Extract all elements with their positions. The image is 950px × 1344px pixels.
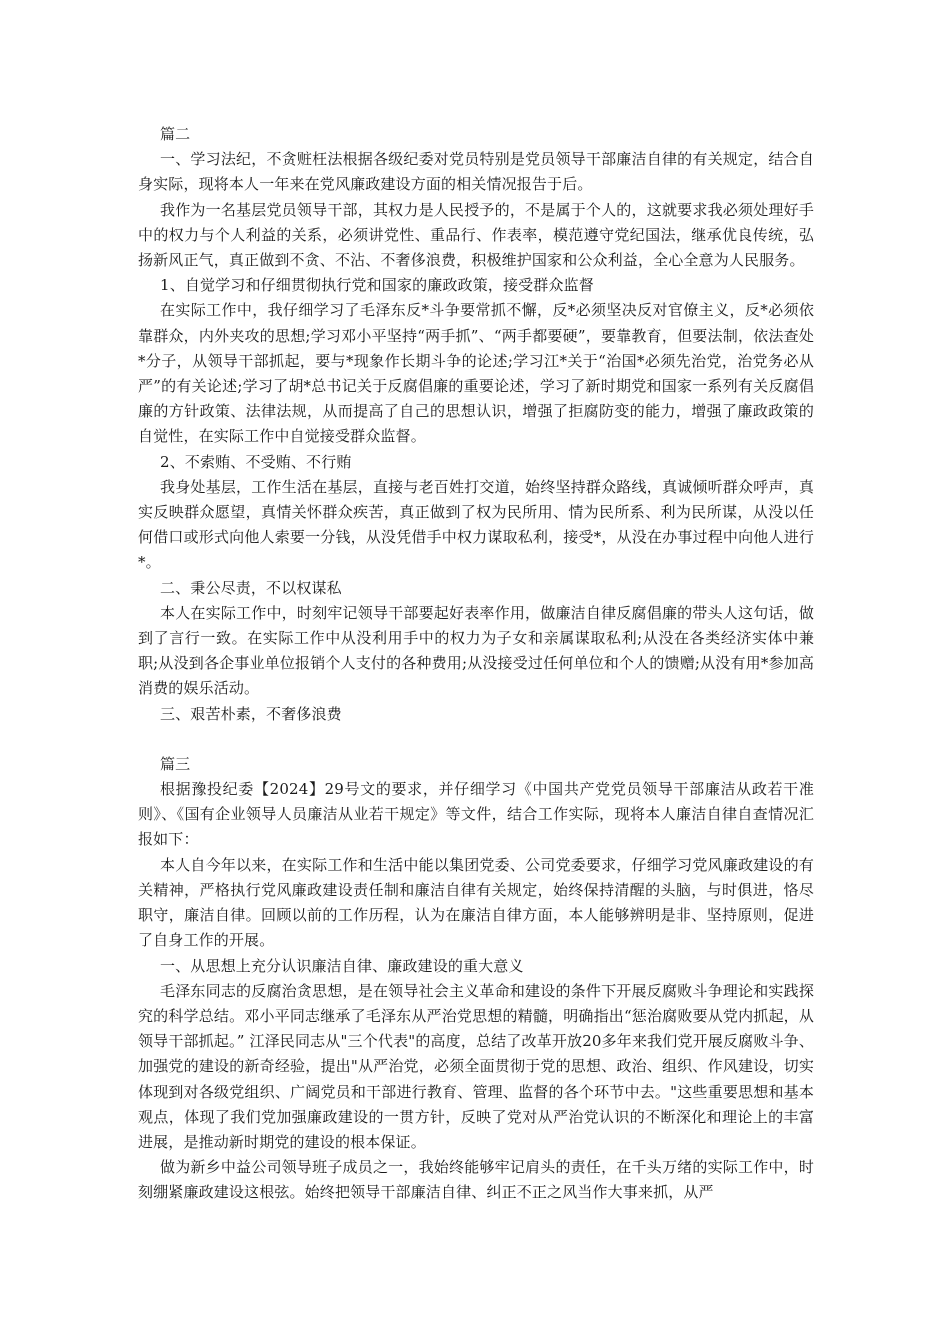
paragraph: 在实际工作中，我仔细学习了毛泽东反*斗争要常抓不懈，反*必须坚决反对官僚主义，反*必须依靠群众，内外夹攻的思想;学习邓小平坚持“两手抓”、“两手都要硬”，要靠教育，但要法制，依法查处*分子，从领导干部抓起，要与*现象作长期斗争的论述;学习江*关于“治国*必须先治党，治党务必从严”的有关论述;学习了胡*总书记关于反腐倡廉的重要论述，学习了新时期党和国家一系列有关反腐倡廉的方针政策、法律法规，从而提高了自己的思想认识，增强了拒腐防变的能力，增强了廉政政策的自觉性，在实际工作中自觉接受群众监督。 [138, 301, 814, 446]
subheading: 三、艰苦朴素，不奢侈浪费 [160, 704, 342, 723]
subheading: 一、从思想上充分认识廉洁自律、廉政建设的重大意义 [160, 956, 524, 975]
document-page [138, 122, 814, 1206]
subheading: 2、不索贿、不受贿、不行贿 [160, 452, 352, 471]
paragraph: 本人在实际工作中，时刻牢记领导干部要起好表率作用，做廉洁自律反腐倡廉的带头人这句话，做到了言行一致。在实际工作中从没利用手中的权力为子女和亲属谋取私利;从没在各类经济实体中兼职;从没到各企事业单位报销个人支付的各种费用;从没接受过任何单位和个人的馈赠;从没有用*参加高消费的娱乐活动。 [138, 603, 814, 698]
section-gap [138, 727, 814, 752]
section-3-title: 篇三 [160, 754, 191, 773]
paragraph: 我身处基层，工作生活在基层，直接与老百姓打交道，始终坚持群众路线，真诚倾听群众呼声，真实反映群众愿望，真情关怀群众疾苦，真正做到了权为民所用、情为民所系、利为民所谋，从没以任何借口或形式向他人索要一分钱，从没凭借手中权力谋取私利，接受*，从没在办事过程中向他人进行*。 [138, 477, 814, 572]
paragraph: 本人自今年以来，在实际工作和生活中能以集团党委、公司党委要求，仔细学习党风廉政建设的有关精神，严格执行党风廉政建设责任制和廉洁自律有关规定，始终保持清醒的头脑，与时俱进，恪尽职守，廉洁自律。回顾以前的工作历程，认为在廉洁自律方面，本人能够辨明是非、坚持原则，促进了自身工作的开展。 [138, 855, 814, 950]
subheading: 1、自觉学习和仔细贯彻执行党和国家的廉政政策，接受群众监督 [160, 276, 594, 295]
paragraph: 一、学习法纪，不贪赃枉法根据各级纪委对党员特别是党员领导干部廉洁自律的有关规定，结合自身实际，现将本人一年来在党风廉政建设方面的相关情况报告于后。 [138, 150, 814, 194]
paragraph: 毛泽东同志的反腐治贪思想，是在领导社会主义革命和建设的条件下开展反腐败斗争理论和实践探究的科学总结。邓小平同志继承了毛泽东从严治党思想的精髓，明确指出“惩治腐败要从党内抓起，从领导干部抓起。” 江泽民同志从"三个代表"的高度，总结了改革开放20多年来我们党开展反腐败斗争、加强党的建设的新奇经验，提出"从严治党，必须全面贯彻于党的思想、政治、组织、作风建设，切实体现到对各级党组织、广阔党员和干部进行教育、管理、监督的各个环节中去。"这些重要思想和基本观点，体现了我们党加强廉政建设的一贯方针，反映了党对从严治党认识的不断深化和理论上的丰富进展，是推动新时期党的建设的根本保证。 [138, 981, 814, 1151]
section-2-title: 篇二 [160, 125, 191, 143]
paragraph: 根据豫投纪委【2024】29号文的要求，并仔细学习《中国共产党党员领导干部廉洁从政若干准则》、《国有企业领导人员廉洁从业若干规定》等文件，结合工作实际，现将本人廉洁自律自查情况汇报如下： [138, 780, 814, 849]
paragraph: 做为新乡中益公司领导班子成员之一，我始终能够牢记肩头的责任，在千头万绪的实际工作中，时刻绷紧廉政建设这根弦。始终把领导干部廉洁自律、纠正不正之风当作大事来抓，从严 [138, 1158, 814, 1202]
subheading: 二、秉公尽责，不以权谋私 [160, 578, 342, 597]
paragraph: 我作为一名基层党员领导干部，其权力是人民授予的，不是属于个人的，这就要求我必须处理好手中的权力与个人利益的关系，必须讲党性、重品行、作表率，模范遵守党纪国法，继承优良传统，弘扬新风正气，真正做到不贪、不沾、不奢侈浪费，积极维护国家和公众利益，全心全意为人民服务。 [138, 200, 814, 270]
